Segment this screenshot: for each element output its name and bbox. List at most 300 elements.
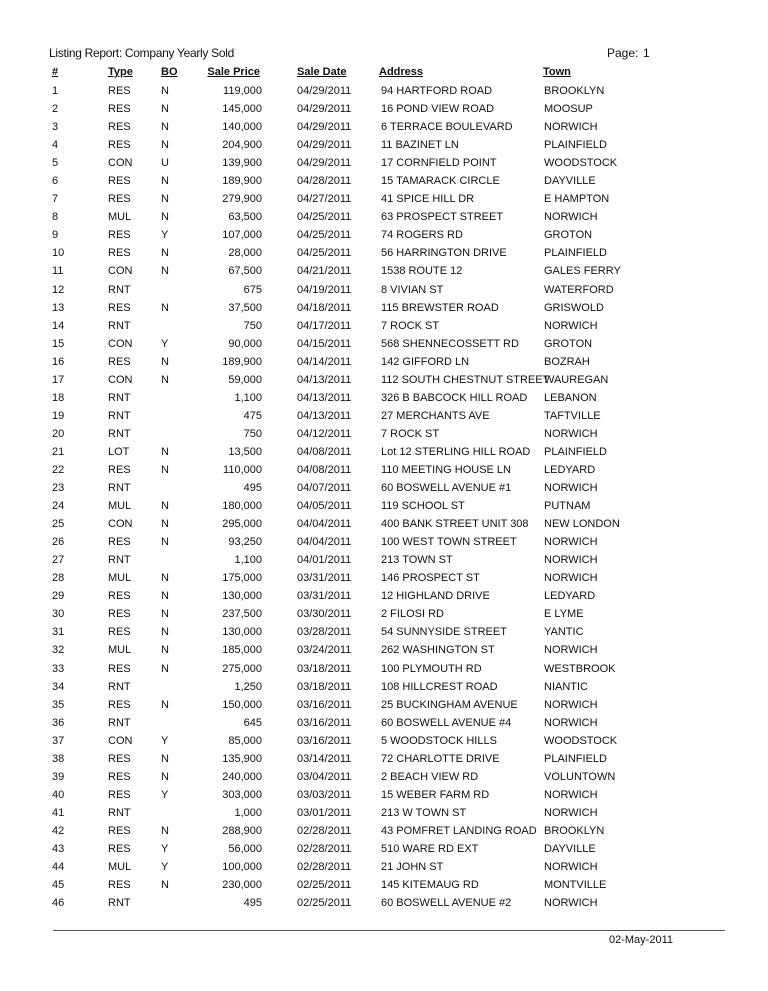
row-number: 40 <box>52 788 65 801</box>
sale-date-cell: 04/25/2011 <box>297 211 352 224</box>
bo-cell: N <box>161 752 169 765</box>
sale-price-cell: 180,000 <box>222 500 262 513</box>
sale-date-cell: 04/15/2011 <box>297 337 352 350</box>
sale-date-cell: 02/25/2011 <box>297 879 352 892</box>
table-row <box>0 299 768 317</box>
sale-price-cell: 90,000 <box>228 337 262 350</box>
table-row <box>0 605 768 623</box>
town-cell: NORWICH <box>544 427 598 440</box>
sale-price-cell: 67,500 <box>228 265 262 278</box>
sale-date-cell: 02/28/2011 <box>297 842 352 855</box>
address-cell: 213 W TOWN ST <box>381 806 467 819</box>
type-cell: RNT <box>108 391 131 404</box>
sale-date-cell: 03/30/2011 <box>297 608 352 621</box>
sale-price-cell: 107,000 <box>222 229 262 242</box>
type-cell: RES <box>108 536 131 549</box>
sale-price-cell: 475 <box>243 409 262 422</box>
bo-cell: Y <box>161 229 169 242</box>
sale-date-cell: 04/29/2011 <box>297 121 352 134</box>
bo-cell: N <box>161 590 169 603</box>
sale-price-cell: 59,000 <box>228 373 262 386</box>
type-cell: RNT <box>108 680 131 693</box>
row-number: 21 <box>52 445 65 458</box>
bo-cell: N <box>161 626 169 639</box>
town-cell: WATERFORD <box>544 283 614 296</box>
town-cell: GROTON <box>544 337 593 350</box>
sale-price-cell: 135,900 <box>222 752 262 765</box>
table-row <box>0 840 768 858</box>
address-cell: 7 ROCK ST <box>381 319 440 332</box>
address-cell: 7 ROCK ST <box>381 427 440 440</box>
sale-price-cell: 1,100 <box>234 391 262 404</box>
address-cell: 326 B BABCOCK HILL ROAD <box>381 391 528 404</box>
town-cell: E HAMPTON <box>544 193 610 206</box>
address-cell: 100 PLYMOUTH RD <box>381 662 482 675</box>
sale-date-cell: 04/04/2011 <box>297 518 352 531</box>
address-cell: 60 BOSWELL AVENUE #4 <box>381 716 512 729</box>
sale-date-cell: 04/04/2011 <box>297 536 352 549</box>
type-cell: RES <box>108 770 131 783</box>
type-cell: RES <box>108 175 131 188</box>
column-header-sale-date: Sale Date <box>297 66 347 78</box>
table-row <box>0 641 768 659</box>
sale-date-cell: 04/07/2011 <box>297 482 352 495</box>
sale-date-cell: 04/12/2011 <box>297 427 352 440</box>
bo-cell: N <box>161 85 169 97</box>
sale-price-cell: 279,900 <box>222 193 262 206</box>
row-number: 26 <box>52 536 65 549</box>
address-cell: 72 CHARLOTTE DRIVE <box>381 752 500 765</box>
type-cell: RNT <box>108 409 131 422</box>
row-number: 31 <box>52 626 65 639</box>
sale-price-cell: 63,500 <box>228 211 262 224</box>
bo-cell: N <box>161 121 169 134</box>
type-cell: MUL <box>108 500 132 513</box>
town-cell: NEW LONDON <box>544 518 620 531</box>
sale-price-cell: 130,000 <box>222 626 262 639</box>
table-row <box>0 768 768 786</box>
address-cell: 400 BANK STREET UNIT 308 <box>381 518 529 531</box>
address-cell: 5 WOODSTOCK HILLS <box>381 734 497 747</box>
town-cell: BROOKLYN <box>544 85 605 97</box>
sale-price-cell: 110,000 <box>223 463 262 476</box>
bo-cell: N <box>161 879 169 892</box>
address-cell: 56 HARRINGTON DRIVE <box>381 247 507 260</box>
listing-table <box>0 82 768 912</box>
bo-cell: N <box>161 103 169 116</box>
bo-cell: N <box>161 265 169 278</box>
bo-cell: N <box>161 770 169 783</box>
type-cell: MUL <box>108 644 132 657</box>
type-cell: RNT <box>108 319 131 332</box>
address-cell: 43 POMFRET LANDING ROAD <box>381 824 537 837</box>
bo-cell: Y <box>161 788 169 801</box>
town-cell: BROOKLYN <box>544 824 605 837</box>
type-cell: RNT <box>108 554 131 567</box>
sale-date-cell: 03/14/2011 <box>297 752 352 765</box>
row-number: 41 <box>52 806 65 819</box>
sale-date-cell: 04/13/2011 <box>297 373 352 386</box>
sale-price-cell: 37,500 <box>228 301 262 314</box>
bo-cell: N <box>161 698 169 711</box>
row-number: 3 <box>52 121 59 134</box>
sale-price-cell: 13,500 <box>228 445 262 458</box>
table-row <box>0 894 768 912</box>
column-header-bo: BO <box>161 66 178 78</box>
town-cell: NORWICH <box>544 554 598 567</box>
sale-date-cell: 03/03/2011 <box>297 788 352 801</box>
sale-date-cell: 04/25/2011 <box>297 247 352 260</box>
town-cell: LEDYARD <box>544 590 596 603</box>
sale-date-cell: 03/24/2011 <box>297 644 352 657</box>
type-cell: RES <box>108 139 131 152</box>
address-cell: 15 TAMARACK CIRCLE <box>381 175 500 188</box>
footer-divider <box>53 930 725 931</box>
row-number: 16 <box>52 355 65 368</box>
type-cell: RES <box>108 590 131 603</box>
sale-date-cell: 03/18/2011 <box>297 680 352 693</box>
row-number: 20 <box>52 427 65 440</box>
sale-date-cell: 03/31/2011 <box>297 572 352 585</box>
row-number: 30 <box>52 608 65 621</box>
town-cell: NORWICH <box>544 319 598 332</box>
bo-cell: N <box>161 824 169 837</box>
table-row <box>0 407 768 425</box>
type-cell: RES <box>108 752 131 765</box>
town-cell: VOLUNTOWN <box>544 770 616 783</box>
footer-date: 02-May-2011 <box>609 934 673 946</box>
town-cell: NIANTIC <box>544 680 588 693</box>
sale-price-cell: 295,000 <box>222 518 262 531</box>
sale-date-cell: 04/21/2011 <box>297 265 352 278</box>
sale-price-cell: 139,900 <box>222 157 262 170</box>
sale-price-cell: 85,000 <box>228 734 262 747</box>
address-cell: 12 HIGHLAND DRIVE <box>381 590 490 603</box>
table-row <box>0 154 768 172</box>
address-cell: 94 HARTFORD ROAD <box>381 85 493 97</box>
sale-date-cell: 04/29/2011 <box>297 139 352 152</box>
town-cell: YANTIC <box>544 626 584 639</box>
type-cell: LOT <box>108 445 130 458</box>
address-cell: Lot 12 STERLING HILL ROAD <box>381 445 531 458</box>
table-row <box>0 208 768 226</box>
sale-date-cell: 03/18/2011 <box>297 662 352 675</box>
type-cell: MUL <box>108 572 132 585</box>
sale-date-cell: 04/28/2011 <box>297 175 352 188</box>
town-cell: PLAINFIELD <box>544 445 607 458</box>
bo-cell: N <box>161 355 169 368</box>
address-cell: 213 TOWN ST <box>381 554 453 567</box>
row-number: 45 <box>52 879 65 892</box>
bo-cell: N <box>161 644 169 657</box>
bo-cell: N <box>161 445 169 458</box>
town-cell: NORWICH <box>544 121 598 134</box>
table-row <box>0 569 768 587</box>
sale-price-cell: 240,000 <box>222 770 262 783</box>
bo-cell: N <box>161 518 169 531</box>
table-row <box>0 335 768 353</box>
bo-cell: N <box>161 301 169 314</box>
type-cell: RES <box>108 662 131 675</box>
town-cell: BOZRAH <box>544 355 590 368</box>
sale-price-cell: 119,000 <box>223 85 262 97</box>
column-header-sale-price: Sale Price <box>207 66 260 78</box>
column-header-town: Town <box>543 66 571 78</box>
address-cell: 145 KITEMAUG RD <box>381 879 479 892</box>
type-cell: RES <box>108 121 131 134</box>
type-cell: RES <box>108 247 131 260</box>
sale-date-cell: 04/18/2011 <box>297 301 352 314</box>
address-cell: 63 PROSPECT STREET <box>381 211 504 224</box>
row-number: 10 <box>52 247 65 260</box>
town-cell: E LYME <box>544 608 584 621</box>
type-cell: RNT <box>108 482 131 495</box>
row-number: 11 <box>52 265 64 278</box>
page-label: Page: <box>607 46 639 60</box>
type-cell: RNT <box>108 427 131 440</box>
table-row <box>0 136 768 154</box>
table-row <box>0 100 768 118</box>
address-cell: 6 TERRACE BOULEVARD <box>381 121 513 134</box>
sale-price-cell: 28,000 <box>228 247 262 260</box>
address-cell: 262 WASHINGTON ST <box>381 644 495 657</box>
row-number: 15 <box>52 337 65 350</box>
address-cell: 108 HILLCREST ROAD <box>381 680 498 693</box>
address-cell: 41 SPICE HILL DR <box>381 193 475 206</box>
type-cell: RES <box>108 463 131 476</box>
sale-price-cell: 237,500 <box>222 608 262 621</box>
row-number: 28 <box>52 572 65 585</box>
town-cell: WOODSTOCK <box>544 157 618 170</box>
sale-date-cell: 03/04/2011 <box>297 770 352 783</box>
sale-date-cell: 02/28/2011 <box>297 861 352 874</box>
row-number: 37 <box>52 734 65 747</box>
sale-price-cell: 275,000 <box>222 662 262 675</box>
town-cell: DAYVILLE <box>544 842 596 855</box>
sale-date-cell: 03/16/2011 <box>297 716 352 729</box>
town-cell: GRISWOLD <box>544 301 604 314</box>
table-row <box>0 822 768 840</box>
address-cell: 60 BOSWELL AVENUE #2 <box>381 897 512 910</box>
bo-cell: Y <box>161 337 169 350</box>
sale-date-cell: 04/17/2011 <box>297 319 352 332</box>
table-row <box>0 804 768 822</box>
row-number: 22 <box>52 463 65 476</box>
table-row <box>0 732 768 750</box>
address-cell: 16 POND VIEW ROAD <box>381 103 495 116</box>
sale-price-cell: 189,900 <box>222 175 262 188</box>
sale-price-cell: 750 <box>243 319 262 332</box>
bo-cell: N <box>161 608 169 621</box>
table-row <box>0 190 768 208</box>
table-row <box>0 389 768 407</box>
sale-date-cell: 04/13/2011 <box>297 409 352 422</box>
sale-price-cell: 495 <box>243 897 262 910</box>
sale-date-cell: 04/29/2011 <box>297 157 352 170</box>
table-row <box>0 281 768 299</box>
bo-cell: N <box>161 175 169 188</box>
type-cell: RES <box>108 103 131 116</box>
type-cell: RES <box>108 85 131 97</box>
sale-price-cell: 675 <box>243 283 262 296</box>
address-cell: 119 SCHOOL ST <box>381 500 465 513</box>
town-cell: WOODSTOCK <box>544 734 618 747</box>
table-row <box>0 515 768 533</box>
table-row <box>0 371 768 389</box>
table-row <box>0 587 768 605</box>
sale-date-cell: 04/14/2011 <box>297 355 352 368</box>
sale-price-cell: 1,100 <box>234 554 262 567</box>
row-number: 27 <box>52 554 65 567</box>
table-row <box>0 497 768 515</box>
sale-price-cell: 204,900 <box>222 139 262 152</box>
bo-cell: N <box>161 211 169 224</box>
type-cell: RNT <box>108 897 131 910</box>
row-number: 35 <box>52 698 65 711</box>
sale-price-cell: 140,000 <box>222 121 262 134</box>
row-number: 23 <box>52 482 65 495</box>
type-cell: RES <box>108 698 131 711</box>
sale-price-cell: 130,000 <box>222 590 262 603</box>
table-row <box>0 262 768 280</box>
address-cell: 21 JOHN ST <box>381 861 444 874</box>
table-row <box>0 858 768 876</box>
address-cell: 110 MEETING HOUSE LN <box>381 463 511 476</box>
sale-price-cell: 100,000 <box>222 861 262 874</box>
sale-price-cell: 288,900 <box>222 824 262 837</box>
type-cell: RES <box>108 842 131 855</box>
type-cell: MUL <box>108 211 132 224</box>
row-number: 25 <box>52 518 65 531</box>
sale-date-cell: 03/16/2011 <box>297 698 352 711</box>
table-row <box>0 172 768 190</box>
report-title: Listing Report: Company Yearly Sold <box>49 46 234 60</box>
bo-cell: N <box>161 247 169 260</box>
type-cell: RES <box>108 824 131 837</box>
sale-price-cell: 750 <box>243 427 262 440</box>
sale-date-cell: 02/25/2011 <box>297 897 352 910</box>
row-number: 8 <box>52 211 59 224</box>
sale-date-cell: 04/19/2011 <box>297 283 352 296</box>
sale-price-cell: 185,000 <box>222 644 262 657</box>
sale-price-cell: 189,900 <box>222 355 262 368</box>
bo-cell: N <box>161 662 169 675</box>
table-row <box>0 317 768 335</box>
town-cell: GALES FERRY <box>544 265 621 278</box>
type-cell: RES <box>108 788 131 801</box>
sale-date-cell: 04/08/2011 <box>297 445 352 458</box>
sale-date-cell: 04/08/2011 <box>297 463 352 476</box>
row-number: 2 <box>52 103 59 116</box>
column-header-address: Address <box>379 66 424 78</box>
town-cell: NORWICH <box>544 698 598 711</box>
table-row <box>0 461 768 479</box>
table-row <box>0 696 768 714</box>
row-number: 29 <box>52 590 65 603</box>
sale-price-cell: 93,250 <box>228 536 262 549</box>
address-cell: 15 WEBER FARM RD <box>381 788 490 801</box>
bo-cell: N <box>161 536 169 549</box>
row-number: 38 <box>52 752 65 765</box>
type-cell: RES <box>108 879 131 892</box>
bo-cell: N <box>161 463 169 476</box>
row-number: 13 <box>52 301 65 314</box>
town-cell: TAFTVILLE <box>544 409 601 422</box>
row-number: 43 <box>52 842 65 855</box>
town-cell: WAUREGAN <box>544 373 609 386</box>
type-cell: RES <box>108 608 131 621</box>
table-row <box>0 660 768 678</box>
table-row <box>0 82 768 100</box>
row-number: 42 <box>52 824 65 837</box>
town-cell: PLAINFIELD <box>544 247 607 260</box>
type-cell: RES <box>108 301 131 314</box>
address-cell: 11 BAZINET LN <box>381 139 459 152</box>
town-cell: PLAINFIELD <box>544 752 607 765</box>
row-number: 18 <box>52 391 65 404</box>
sale-price-cell: 645 <box>243 716 262 729</box>
row-number: 1 <box>52 85 59 97</box>
bo-cell: Y <box>161 734 169 747</box>
row-number: 36 <box>52 716 65 729</box>
row-number: 19 <box>52 409 65 422</box>
town-cell: DAYVILLE <box>544 175 596 188</box>
sale-date-cell: 04/29/2011 <box>297 103 352 116</box>
address-cell: 142 GIFFORD LN <box>381 355 470 368</box>
type-cell: CON <box>108 734 133 747</box>
sale-price-cell: 495 <box>243 482 262 495</box>
row-number: 9 <box>52 229 59 242</box>
address-cell: 112 SOUTH CHESTNUT STREET <box>381 373 550 386</box>
sale-date-cell: 04/13/2011 <box>297 391 352 404</box>
town-cell: MOOSUP <box>544 103 593 116</box>
type-cell: CON <box>108 265 133 278</box>
town-cell: NORWICH <box>544 536 598 549</box>
table-row <box>0 226 768 244</box>
town-cell: NORWICH <box>544 482 598 495</box>
address-cell: 510 WARE RD EXT <box>381 842 479 855</box>
sale-price-cell: 56,000 <box>228 842 262 855</box>
bo-cell: Y <box>161 861 169 874</box>
row-number: 7 <box>52 193 59 206</box>
type-cell: CON <box>108 337 133 350</box>
row-number: 4 <box>52 139 59 152</box>
table-row <box>0 353 768 371</box>
address-cell: 568 SHENNECOSSETT RD <box>381 337 519 350</box>
sale-date-cell: 04/05/2011 <box>297 500 352 513</box>
sale-price-cell: 175,000 <box>222 572 262 585</box>
row-number: 34 <box>52 680 65 693</box>
town-cell: MONTVILLE <box>544 879 607 892</box>
address-cell: 17 CORNFIELD POINT <box>381 157 497 170</box>
address-cell: 115 BREWSTER ROAD <box>381 301 499 314</box>
address-cell: 27 MERCHANTS AVE <box>381 409 490 422</box>
type-cell: CON <box>108 518 133 531</box>
row-number: 14 <box>52 319 65 332</box>
table-row <box>0 678 768 696</box>
address-cell: 60 BOSWELL AVENUE #1 <box>381 482 512 495</box>
town-cell: LEBANON <box>544 391 597 404</box>
town-cell: NORWICH <box>544 572 598 585</box>
row-number: 39 <box>52 770 65 783</box>
sale-date-cell: 04/25/2011 <box>297 229 352 242</box>
table-row <box>0 551 768 569</box>
table-row <box>0 244 768 262</box>
type-cell: RNT <box>108 716 131 729</box>
sale-date-cell: 04/27/2011 <box>297 193 352 206</box>
sale-date-cell: 04/29/2011 <box>297 85 352 97</box>
table-row <box>0 876 768 894</box>
